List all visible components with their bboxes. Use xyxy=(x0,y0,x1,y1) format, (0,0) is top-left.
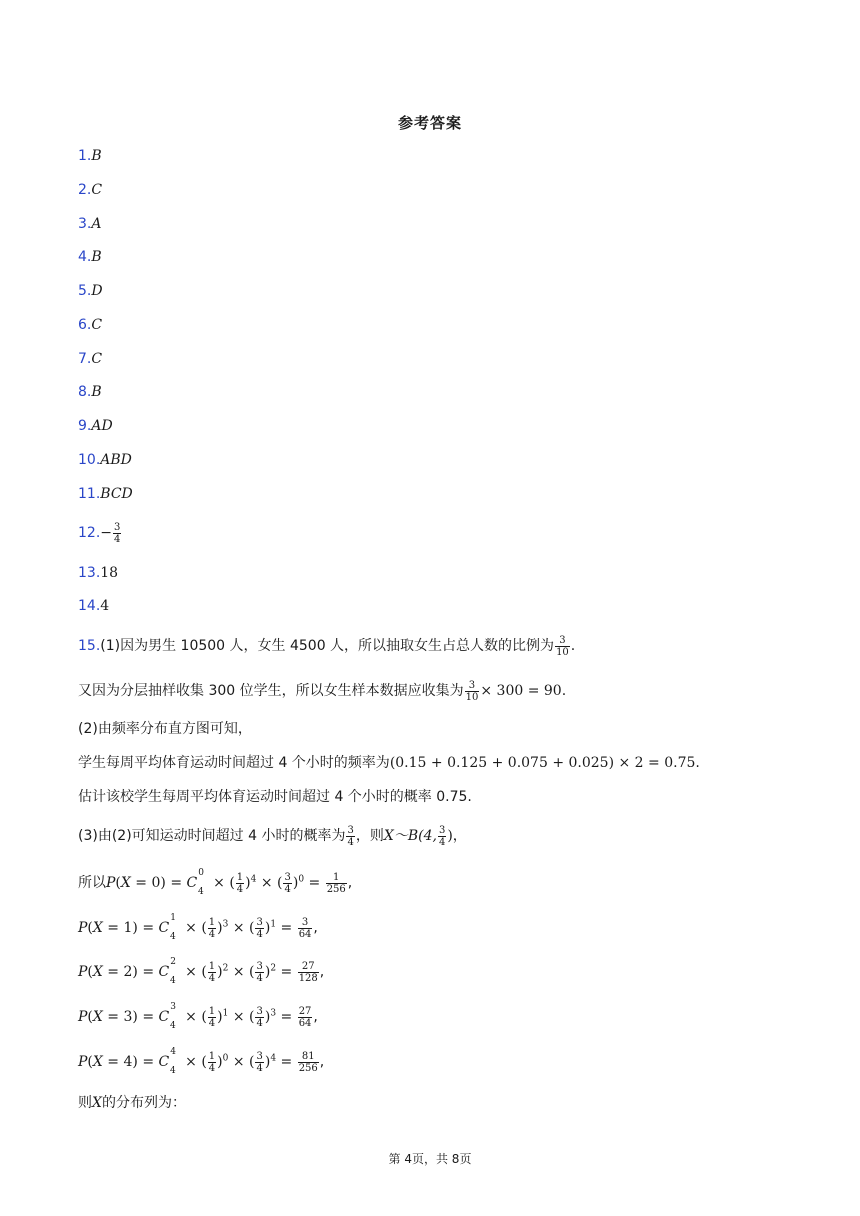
q15-line-3: (2)由频率分布直方图可知， xyxy=(78,721,252,737)
answer-value: B xyxy=(91,249,102,265)
answer-2 xyxy=(78,180,102,200)
page-footer: 第 4页，共 8页 xyxy=(388,1152,472,1166)
answer-5 xyxy=(78,281,103,301)
answer-8 xyxy=(78,382,102,402)
page-title: 参考答案 xyxy=(397,114,462,132)
q15-last-line: 则X的分布列为： xyxy=(78,1095,186,1111)
fraction: $\frac{3}{10}$ xyxy=(556,634,569,658)
prob-result: $\frac{1}{256}$ xyxy=(326,871,346,895)
answer-number: 9. xyxy=(78,418,92,434)
prob-line-1: $P(X = 1) = C^1_4$ × ( $\frac{1}{4}$ )$^3$ × ( $\frac{3}{4}$ )$^1$ = $\frac{3}{64}$ , xyxy=(78,913,318,942)
q15-line-1: 15.(1)因为男生 10500 人，女生 4500 人，所以抽取女生占总人数的比例为 $\frac{3}{10}$ . xyxy=(78,634,576,658)
answer-7 xyxy=(78,349,102,369)
q15-line-5: 估计该校学生每周平均体育运动时间超过 4 个小时的概率 0.75. xyxy=(78,789,472,805)
answer-value: B xyxy=(91,384,102,400)
prob-line-0: 所以$P(X = 0) = C^0_4$ × ( $\frac{1}{4}$ )$^4$ × ( $\frac{3}{4}$ )$^0$ = $\frac{1}{256}$ , xyxy=(78,868,353,897)
answer-3 xyxy=(78,214,101,234)
answer-value: ABD xyxy=(100,452,132,468)
answer-value: 4 xyxy=(100,598,110,614)
prob-line-4: $P(X = 4) = C^4_4$ × ( $\frac{1}{4}$ )$^0$ × ( $\frac{3}{4}$ )$^4$ = $\frac{81}{256}$ , xyxy=(78,1047,325,1076)
answer-1 xyxy=(78,146,102,166)
answer-number: 6. xyxy=(78,317,92,333)
answer-13 xyxy=(78,563,118,583)
answer-11 xyxy=(78,484,133,504)
answer-number: 8. xyxy=(78,384,92,400)
answer-number: 3. xyxy=(78,216,92,232)
answer-number: 7. xyxy=(78,351,92,367)
answer-number: 14. xyxy=(78,598,101,614)
prob-line-2: $P(X = 2) = C^2_4$ × ( $\frac{1}{4}$ )$^2$ × ( $\frac{3}{4}$ )$^2$ = $\frac{27}{128}$ , xyxy=(78,957,325,986)
answer-value: C xyxy=(91,317,103,333)
answer-value: BCD xyxy=(100,486,133,502)
prob-result: $\frac{27}{64}$ xyxy=(298,1005,312,1029)
answer-4 xyxy=(78,247,102,267)
answer-6 xyxy=(78,315,102,335)
answer-value: B xyxy=(91,148,102,164)
q15-line-6: (3)由(2)可知运动时间超过 4 小时的概率为 $\frac{3}{4}$ ，则X～B(4, $\frac{3}{4}$ )， xyxy=(78,824,467,848)
fraction: $\frac{3}{10}$ xyxy=(465,679,479,703)
answer-value: D xyxy=(91,283,103,299)
answer-number: 2. xyxy=(78,182,92,198)
fraction: $\frac{3}{4}$ xyxy=(347,824,354,848)
answer-10 xyxy=(78,450,132,470)
answer-12 xyxy=(78,520,122,546)
prob-line-3: $P(X = 3) = C^3_4$ × ( $\frac{1}{4}$ )$^1$ × ( $\frac{3}{4}$ )$^3$ = $\frac{27}{64}$ , xyxy=(78,1002,318,1031)
answer-value: C xyxy=(91,351,103,367)
answer-number: 10. xyxy=(78,452,101,468)
answer-value: 18 xyxy=(100,565,119,581)
q15-line-2: 又因为分层抽样收集 300 位学生，所以女生样本数据应收集为 $\frac{3}{10}$ × 300 = 90. xyxy=(78,679,567,703)
answer-number: 12. xyxy=(78,525,101,541)
prob-result: $\frac{3}{64}$ xyxy=(298,916,312,940)
prob-result: $\frac{27}{128}$ xyxy=(298,960,318,984)
answer-number: 5. xyxy=(78,283,92,299)
answer-9 xyxy=(78,416,113,436)
answer-value: A xyxy=(91,216,102,232)
answer-14 xyxy=(78,596,109,616)
answer-value: AD xyxy=(91,418,113,434)
answer-value: C xyxy=(91,182,103,198)
answer-number: 13. xyxy=(78,565,101,581)
answer-sign: − xyxy=(100,525,112,541)
answer-number: 4. xyxy=(78,249,92,265)
fraction: $\frac{3}{4}$ xyxy=(438,824,446,848)
answer-number: 15. xyxy=(78,638,101,654)
answer-fraction: $\frac{3}{4}$ xyxy=(114,521,121,545)
answer-number: 11. xyxy=(78,486,101,502)
prob-result: $\frac{81}{256}$ xyxy=(298,1050,318,1074)
q15-line-4: 学生每周平均体育运动时间超过 4 个小时的频率为(0.15 + 0.125 + 0.075 + 0.025) × 2 = 0.75. xyxy=(78,755,700,771)
answer-number: 1. xyxy=(78,148,92,164)
